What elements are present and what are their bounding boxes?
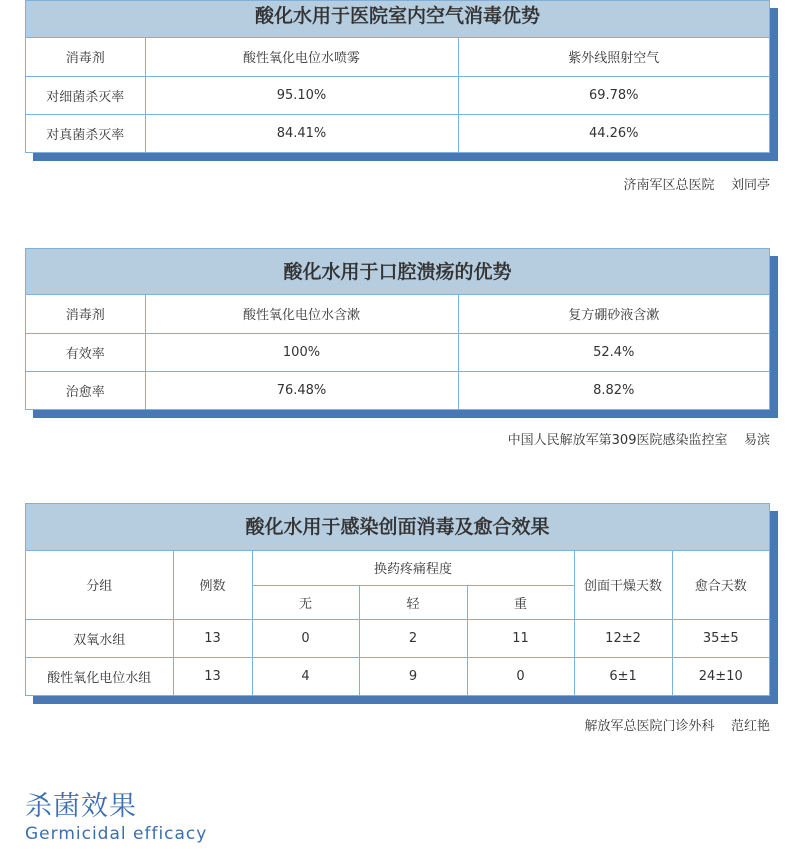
- header-cell-pain-mild: 轻: [359, 585, 467, 619]
- table-cell: 2: [359, 619, 467, 657]
- header-cell: 酸性氧化电位水喷雾: [145, 38, 458, 76]
- table-cell: 35±5: [672, 619, 769, 657]
- data-table: [26, 295, 769, 409]
- row-label: 对真菌杀灭率: [26, 114, 145, 152]
- section-title-cn: 杀菌效果: [25, 791, 137, 822]
- table-cell: 84.41%: [145, 114, 458, 152]
- header-cell-group: 分组: [26, 551, 173, 619]
- table-cell: 95.10%: [145, 76, 458, 114]
- table-row: [26, 76, 769, 114]
- header-row: [26, 551, 769, 585]
- row-label: 有效率: [26, 333, 145, 371]
- table-cell: 8.82%: [458, 371, 769, 409]
- row-label: 双氧水组: [26, 619, 173, 657]
- table-cell: 4: [252, 657, 359, 695]
- table-row: [26, 619, 769, 657]
- table-cell: 12±2: [574, 619, 672, 657]
- header-cell-heal-days: 愈合天数: [672, 551, 769, 619]
- table-cell: 0: [467, 657, 574, 695]
- table-title: 酸化水用于口腔溃疡的优势: [26, 249, 769, 295]
- source-credit: 解放军总医院门诊外科 范红艳: [584, 719, 770, 734]
- table-row: [26, 114, 769, 152]
- row-label: 对细菌杀灭率: [26, 76, 145, 114]
- header-cell-dry-days: 创面干燥天数: [574, 551, 672, 619]
- table-cell: 100%: [145, 333, 458, 371]
- header-row: [26, 295, 769, 333]
- table-row: [26, 657, 769, 695]
- table-cell: 24±10: [672, 657, 769, 695]
- row-label: 治愈率: [26, 371, 145, 409]
- header-cell-pain: 换药疼痛程度: [252, 551, 574, 585]
- header-cell: 酸性氧化电位水含漱: [145, 295, 458, 333]
- header-cell: 消毒剂: [26, 38, 145, 76]
- table-cell: 13: [173, 619, 252, 657]
- table-cell: 6±1: [574, 657, 672, 695]
- table-cell: 9: [359, 657, 467, 695]
- table-cell: 0: [252, 619, 359, 657]
- header-row: [26, 38, 769, 76]
- source-credit: 济南军区总医院 刘同亭: [623, 178, 770, 193]
- table-cell: 76.48%: [145, 371, 458, 409]
- table-title: 酸化水用于医院室内空气消毒优势: [26, 1, 769, 38]
- table-cell: 13: [173, 657, 252, 695]
- table-title: 酸化水用于感染创面消毒及愈合效果: [26, 504, 769, 551]
- table-cell: 11: [467, 619, 574, 657]
- table-cell: 44.26%: [458, 114, 769, 152]
- wound-healing-table: [25, 503, 770, 696]
- header-cell: 消毒剂: [26, 295, 145, 333]
- table-card: [25, 248, 770, 410]
- air-disinfection-table: [25, 0, 770, 153]
- section-title-en: Germicidal efficacy: [25, 824, 208, 844]
- table-cell: 69.78%: [458, 76, 769, 114]
- source-credit: 中国人民解放军第309医院感染监控室 易滨: [507, 433, 770, 448]
- header-cell: 复方硼砂液含漱: [458, 295, 769, 333]
- table-cell: 52.4%: [458, 333, 769, 371]
- table-row: [26, 333, 769, 371]
- data-table: [26, 38, 769, 152]
- data-table: [26, 551, 769, 695]
- header-cell-pain-none: 无: [252, 585, 359, 619]
- row-label: 酸性氧化电位水组: [26, 657, 173, 695]
- table-card: [25, 503, 770, 696]
- header-cell: 紫外线照射空气: [458, 38, 769, 76]
- oral-ulcer-table: [25, 248, 770, 410]
- table-row: [26, 371, 769, 409]
- header-cell-pain-severe: 重: [467, 585, 574, 619]
- table-card: [25, 0, 770, 153]
- header-cell-cases: 例数: [173, 551, 252, 619]
